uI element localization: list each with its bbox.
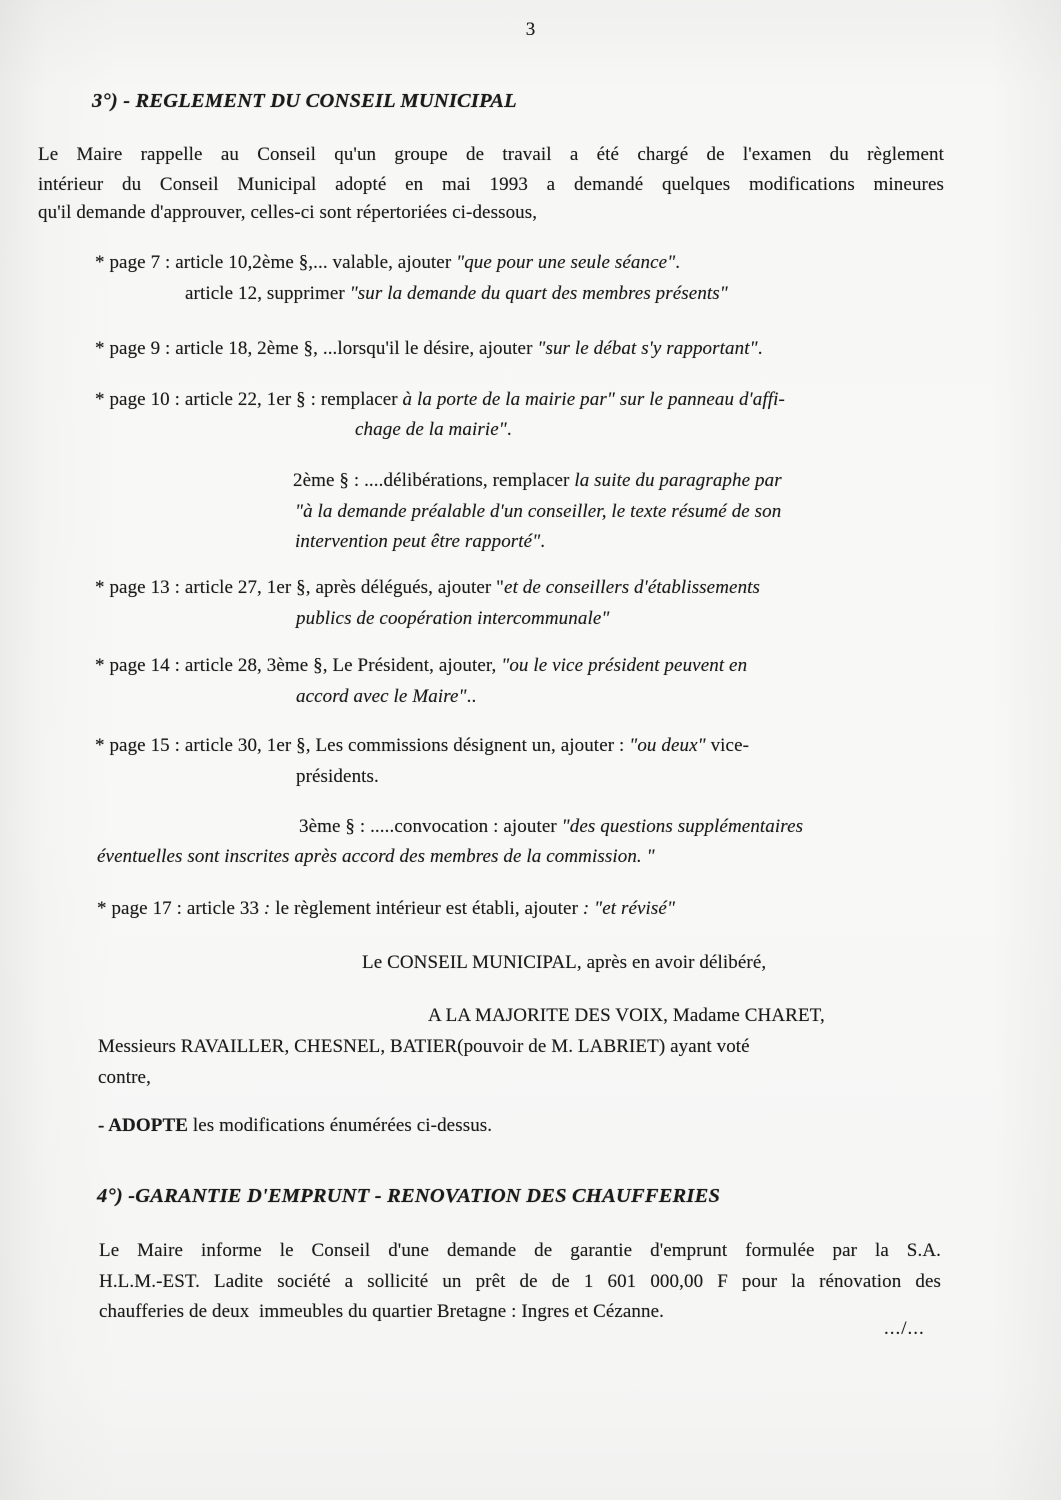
item-page10-line2-quote: chage de la mairie" [355,419,507,440]
item-page9-line1 [95,335,763,363]
contre-line: contre, [98,1067,151,1088]
majorite-line: A LA MAJORITE DES VOIX, Madame CHARET, [428,1005,825,1026]
page-number: 3 [525,19,536,40]
item-page7-period: . [675,252,681,273]
intro-line-3: qu'il demande d'approuver, celles-ci sont répertoriées ci-dessous, [38,202,538,223]
intro-line-1: Le Maire rappelle au Conseil qu'un groupe de travail a été chargé de l'examen du règlement [38,144,944,165]
para2-quote: la suite du paragraphe par [574,470,782,491]
item-page10-line2 [355,416,512,444]
item-page9-quote: "sur le débat s'y rapportant" [537,338,758,359]
item-page15-suffix: vice- [705,735,750,756]
item-page17-quote: : "et révisé" [582,898,676,919]
item-page13-roman: * page 13 : article 27, 1er §, après délégués, ajouter " [95,577,505,598]
messieurs-line: Messieurs RAVAILLER, CHESNEL, BATIER(pouvoir de M. LABRIET) ayant voté [98,1036,750,1057]
item-page7-line1 [95,249,680,277]
item-page10-quote: à la porte de la mairie par" sur le panneau d'affi- [402,389,785,410]
item-page17-roman2: le règlement intérieur est établi, ajouter [275,898,583,919]
para3-line1 [299,813,803,841]
item-page15-quote: "ou deux" [629,735,706,756]
item-page17-colon: : [263,898,276,919]
section-4-heading: 4°) -GARANTIE D'EMPRUNT - RENOVATION DES CHAUFFERIES [97,1185,721,1207]
item-page14-line2-periods: .. [466,686,477,707]
item-page13-line1 [95,574,760,602]
item-page10-line1 [95,386,785,414]
item-page13-quote: et de conseillers d'établissements [504,577,761,598]
item-page17-roman1: * page 17 : article 33 [97,898,264,919]
para2-line2: "à la demande préalable d'un conseiller, le texte résumé de son [295,501,782,522]
item-page7-line2 [185,280,728,308]
item-page14-roman: * page 14 : article 28, 3ème §, Le Président, ajouter, [95,655,502,676]
item-page7-roman: * page 7 : article 10,2ème §,... valable, ajouter [95,252,457,273]
para3-line2: éventuelles sont inscrites après accord des membres de la commission. " [97,846,655,867]
item-page9-period: . [757,338,763,359]
item-page9-roman: * page 9 : article 18, 2ème §, ...lorsqu'il le désire, ajouter [95,338,538,359]
para2-roman: 2ème § : ....délibérations, remplacer [293,470,575,491]
item-page7-line2-quote: "sur la demande du quart des membres présents" [349,283,728,304]
section4-line-1: Le Maire informe le Conseil d'une demande de garantie d'emprunt formulée par la S.A. [99,1240,941,1261]
item-page15-line2: présidents. [296,766,379,787]
para2-line1 [293,467,782,495]
item-page17-line1 [97,895,675,923]
item-page10-roman: * page 10 : article 22, 1er § : remplacer [95,389,403,410]
item-page14-line1 [95,652,747,680]
item-page14-quote: "ou le vice président peuvent en [501,655,748,676]
section-3-heading: 3°) - REGLEMENT DU CONSEIL MUNICIPAL [92,90,517,112]
item-page15-line1 [95,732,749,760]
para2-line3 [295,528,545,556]
para3-roman: 3ème § : .....convocation : ajouter [299,816,562,837]
item-page10-line2-period: . [506,419,512,440]
adopte-rest: les modifications énumérées ci-dessus. [188,1115,493,1136]
item-page7-line2-roman: article 12, supprimer [185,283,350,304]
item-page7-quote: "que pour une seule séance" [456,252,676,273]
item-page15-roman: * page 15 : article 30, 1er §, Les commissions désignent un, ajouter : [95,735,630,756]
section4-line-2: H.L.M.-EST. Ladite société a sollicité un prêt de de 1 601 000,00 F pour la rénovation des [99,1271,941,1292]
para3-quote: "des questions supplémentaires [561,816,804,837]
intro-line-2: intérieur du Conseil Municipal adopté en mai 1993 a demandé quelques modifications mineures [38,174,944,195]
item-page13-line2: publics de coopération intercommunale" [296,608,610,629]
section4-line-3: chaufferies de deux immeubles du quartier Bretagne : Ingres et Cézanne. [99,1301,665,1322]
continuation-mark: .../... [884,1318,925,1339]
item-page14-line2-quote: accord avec le Maire" [296,686,467,707]
para2-line3-period: . [540,531,546,552]
para2-line3-quote: intervention peut être rapporté" [295,531,541,552]
adopte-line [98,1112,492,1140]
item-page14-line2 [296,683,476,711]
adopte-bold: - ADOPTE [98,1115,189,1136]
deliberation-line: Le CONSEIL MUNICIPAL, après en avoir délibéré, [362,952,767,973]
